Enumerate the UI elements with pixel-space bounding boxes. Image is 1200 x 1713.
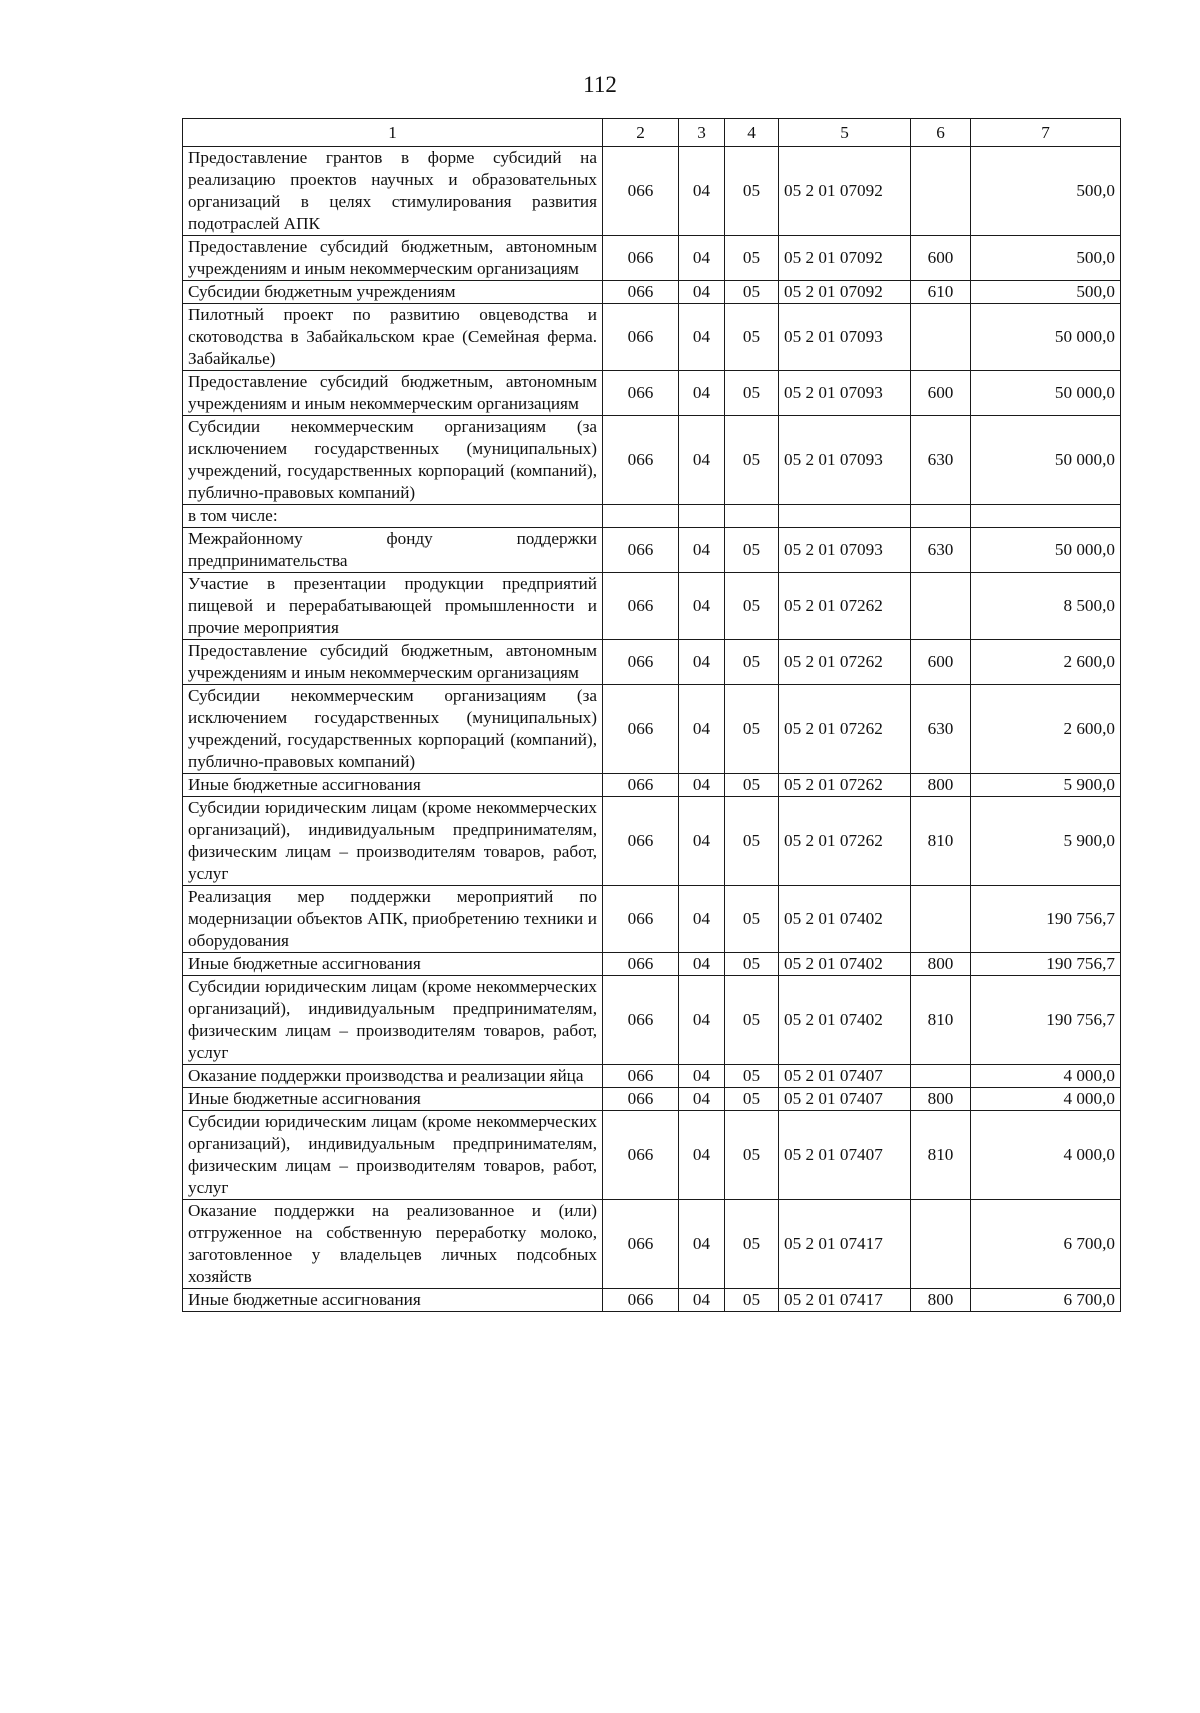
rz-code: 04 <box>679 147 725 236</box>
pr-code: 05 <box>725 953 779 976</box>
table-row <box>183 685 1121 774</box>
row-description: Иные бюджетные ассигнования <box>183 774 603 797</box>
row-description: Предоставление грантов в форме субсидий на реализацию проектов научных и образовательных организаций в целях стимулирования развития подотраслей АПК <box>183 147 603 236</box>
csr-code: 05 2 01 07262 <box>779 685 911 774</box>
table-row <box>183 505 1121 528</box>
column-header: 4 <box>725 119 779 147</box>
table-row <box>183 953 1121 976</box>
pr-code: 05 <box>725 416 779 505</box>
vr-code: 630 <box>911 528 971 573</box>
csr-code: 05 2 01 07407 <box>779 1065 911 1088</box>
gr-code: 066 <box>603 1065 679 1088</box>
pr-code: 05 <box>725 528 779 573</box>
gr-code: 066 <box>603 685 679 774</box>
row-description: Предоставление субсидий бюджетным, автономным учреждениям и иным некоммерческим организациям <box>183 640 603 685</box>
vr-code <box>911 304 971 371</box>
table-row <box>183 1088 1121 1111</box>
gr-code: 066 <box>603 640 679 685</box>
table-row <box>183 774 1121 797</box>
gr-code: 066 <box>603 236 679 281</box>
table-row <box>183 573 1121 640</box>
rz-code: 04 <box>679 953 725 976</box>
rz-code: 04 <box>679 528 725 573</box>
gr-code: 066 <box>603 371 679 416</box>
csr-code: 05 2 01 07092 <box>779 281 911 304</box>
pr-code: 05 <box>725 1200 779 1289</box>
csr-code: 05 2 01 07093 <box>779 304 911 371</box>
vr-code <box>911 573 971 640</box>
gr-code: 066 <box>603 528 679 573</box>
pr-code: 05 <box>725 304 779 371</box>
vr-code: 810 <box>911 1111 971 1200</box>
rz-code: 04 <box>679 774 725 797</box>
column-header: 6 <box>911 119 971 147</box>
pr-code: 05 <box>725 147 779 236</box>
vr-code: 800 <box>911 953 971 976</box>
pr-code: 05 <box>725 573 779 640</box>
pr-code: 05 <box>725 371 779 416</box>
vr-code: 800 <box>911 1289 971 1312</box>
amount: 2 600,0 <box>971 685 1121 774</box>
column-header: 2 <box>603 119 679 147</box>
amount: 5 900,0 <box>971 774 1121 797</box>
csr-code: 05 2 01 07262 <box>779 774 911 797</box>
amount: 50 000,0 <box>971 528 1121 573</box>
gr-code: 066 <box>603 1200 679 1289</box>
row-description: Межрайонному фонду поддержки предпринимательства <box>183 528 603 573</box>
amount: 50 000,0 <box>971 416 1121 505</box>
rz-code: 04 <box>679 281 725 304</box>
pr-code: 05 <box>725 886 779 953</box>
pr-code <box>725 505 779 528</box>
vr-code <box>911 147 971 236</box>
gr-code: 066 <box>603 1111 679 1200</box>
pr-code: 05 <box>725 685 779 774</box>
budget-table <box>182 118 1121 1312</box>
amount: 6 700,0 <box>971 1289 1121 1312</box>
amount: 6 700,0 <box>971 1200 1121 1289</box>
vr-code: 600 <box>911 371 971 416</box>
csr-code <box>779 505 911 528</box>
vr-code: 800 <box>911 774 971 797</box>
table-row <box>183 304 1121 371</box>
gr-code: 066 <box>603 416 679 505</box>
csr-code: 05 2 01 07093 <box>779 528 911 573</box>
gr-code: 066 <box>603 281 679 304</box>
vr-code: 600 <box>911 640 971 685</box>
vr-code: 630 <box>911 416 971 505</box>
row-description: Субсидии бюджетным учреждениям <box>183 281 603 304</box>
pr-code: 05 <box>725 976 779 1065</box>
amount: 8 500,0 <box>971 573 1121 640</box>
amount: 500,0 <box>971 281 1121 304</box>
csr-code: 05 2 01 07402 <box>779 886 911 953</box>
column-header: 7 <box>971 119 1121 147</box>
rz-code: 04 <box>679 886 725 953</box>
row-description: Участие в презентации продукции предприятий пищевой и перерабатывающей промышленности и прочие мероприятия <box>183 573 603 640</box>
amount: 2 600,0 <box>971 640 1121 685</box>
table-row <box>183 371 1121 416</box>
amount: 190 756,7 <box>971 976 1121 1065</box>
vr-code: 810 <box>911 976 971 1065</box>
column-header: 5 <box>779 119 911 147</box>
vr-code: 800 <box>911 1088 971 1111</box>
csr-code: 05 2 01 07407 <box>779 1088 911 1111</box>
csr-code: 05 2 01 07417 <box>779 1289 911 1312</box>
csr-code: 05 2 01 07417 <box>779 1200 911 1289</box>
pr-code: 05 <box>725 1088 779 1111</box>
row-description: Иные бюджетные ассигнования <box>183 1088 603 1111</box>
amount: 500,0 <box>971 236 1121 281</box>
table-row <box>183 976 1121 1065</box>
table-row <box>183 147 1121 236</box>
vr-code <box>911 505 971 528</box>
gr-code: 066 <box>603 797 679 886</box>
row-description: Оказание поддержки на реализованное и (или) отгруженное на собственную переработку молоко, заготовленное у владельцев личных подсобных хозяйств <box>183 1200 603 1289</box>
row-description: Субсидии некоммерческим организациям (за исключением государственных (муниципальных) учреждений, государственных корпораций (компаний), публично-правовых компаний) <box>183 685 603 774</box>
pr-code: 05 <box>725 236 779 281</box>
header-row <box>183 119 1121 147</box>
rz-code: 04 <box>679 976 725 1065</box>
gr-code: 066 <box>603 304 679 371</box>
rz-code: 04 <box>679 573 725 640</box>
table-row <box>183 281 1121 304</box>
table-row <box>183 797 1121 886</box>
table-row <box>183 1111 1121 1200</box>
csr-code: 05 2 01 07402 <box>779 953 911 976</box>
row-description: Предоставление субсидий бюджетным, автономным учреждениям и иным некоммерческим организациям <box>183 371 603 416</box>
table-row <box>183 236 1121 281</box>
csr-code: 05 2 01 07402 <box>779 976 911 1065</box>
pr-code: 05 <box>725 774 779 797</box>
column-header: 3 <box>679 119 725 147</box>
column-header: 1 <box>183 119 603 147</box>
row-description: Субсидии юридическим лицам (кроме некоммерческих организаций), индивидуальным предпринимателям, физическим лицам – производителям товаров, работ, услуг <box>183 1111 603 1200</box>
row-description: Пилотный проект по развитию овцеводства и скотоводства в Забайкальском крае (Семейная ферма. Забайкалье) <box>183 304 603 371</box>
amount <box>971 505 1121 528</box>
table-row <box>183 416 1121 505</box>
rz-code: 04 <box>679 304 725 371</box>
row-description: Иные бюджетные ассигнования <box>183 953 603 976</box>
table-row <box>183 640 1121 685</box>
csr-code: 05 2 01 07093 <box>779 371 911 416</box>
gr-code: 066 <box>603 1088 679 1111</box>
table-row <box>183 1065 1121 1088</box>
vr-code <box>911 1065 971 1088</box>
row-description: Субсидии некоммерческим организациям (за исключением государственных (муниципальных) учреждений, государственных корпораций (компаний), публично-правовых компаний) <box>183 416 603 505</box>
amount: 500,0 <box>971 147 1121 236</box>
amount: 4 000,0 <box>971 1111 1121 1200</box>
amount: 50 000,0 <box>971 304 1121 371</box>
table-row <box>183 1200 1121 1289</box>
pr-code: 05 <box>725 1289 779 1312</box>
rz-code: 04 <box>679 685 725 774</box>
csr-code: 05 2 01 07262 <box>779 640 911 685</box>
gr-code: 066 <box>603 573 679 640</box>
table-row <box>183 528 1121 573</box>
row-description: Оказание поддержки производства и реализации яйца <box>183 1065 603 1088</box>
vr-code: 610 <box>911 281 971 304</box>
csr-code: 05 2 01 07092 <box>779 236 911 281</box>
csr-code: 05 2 01 07262 <box>779 573 911 640</box>
row-description: Предоставление субсидий бюджетным, автономным учреждениям и иным некоммерческим организациям <box>183 236 603 281</box>
table-row <box>183 886 1121 953</box>
rz-code: 04 <box>679 1200 725 1289</box>
rz-code: 04 <box>679 236 725 281</box>
gr-code <box>603 505 679 528</box>
rz-code: 04 <box>679 371 725 416</box>
gr-code: 066 <box>603 774 679 797</box>
pr-code: 05 <box>725 1065 779 1088</box>
gr-code: 066 <box>603 953 679 976</box>
amount: 190 756,7 <box>971 953 1121 976</box>
pr-code: 05 <box>725 281 779 304</box>
vr-code: 630 <box>911 685 971 774</box>
page-number: 112 <box>583 72 617 97</box>
gr-code: 066 <box>603 976 679 1065</box>
amount: 4 000,0 <box>971 1088 1121 1111</box>
rz-code: 04 <box>679 1065 725 1088</box>
row-description: Иные бюджетные ассигнования <box>183 1289 603 1312</box>
row-description: Субсидии юридическим лицам (кроме некоммерческих организаций), индивидуальным предпринимателям, физическим лицам – производителям товаров, работ, услуг <box>183 976 603 1065</box>
vr-code: 810 <box>911 797 971 886</box>
amount: 190 756,7 <box>971 886 1121 953</box>
vr-code <box>911 1200 971 1289</box>
row-description: Субсидии юридическим лицам (кроме некоммерческих организаций), индивидуальным предпринимателям, физическим лицам – производителям товаров, работ, услуг <box>183 797 603 886</box>
csr-code: 05 2 01 07262 <box>779 797 911 886</box>
amount: 5 900,0 <box>971 797 1121 886</box>
pr-code: 05 <box>725 797 779 886</box>
table-row <box>183 1289 1121 1312</box>
rz-code: 04 <box>679 1111 725 1200</box>
vr-code <box>911 886 971 953</box>
row-description: Реализация мер поддержки мероприятий по модернизации объектов АПК, приобретению техники и оборудования <box>183 886 603 953</box>
rz-code: 04 <box>679 416 725 505</box>
amount: 50 000,0 <box>971 371 1121 416</box>
row-description: в том числе: <box>183 505 603 528</box>
csr-code: 05 2 01 07092 <box>779 147 911 236</box>
rz-code <box>679 505 725 528</box>
pr-code: 05 <box>725 1111 779 1200</box>
csr-code: 05 2 01 07407 <box>779 1111 911 1200</box>
amount: 4 000,0 <box>971 1065 1121 1088</box>
rz-code: 04 <box>679 797 725 886</box>
rz-code: 04 <box>679 1088 725 1111</box>
rz-code: 04 <box>679 640 725 685</box>
gr-code: 066 <box>603 1289 679 1312</box>
gr-code: 066 <box>603 147 679 236</box>
pr-code: 05 <box>725 640 779 685</box>
csr-code: 05 2 01 07093 <box>779 416 911 505</box>
gr-code: 066 <box>603 886 679 953</box>
rz-code: 04 <box>679 1289 725 1312</box>
vr-code: 600 <box>911 236 971 281</box>
